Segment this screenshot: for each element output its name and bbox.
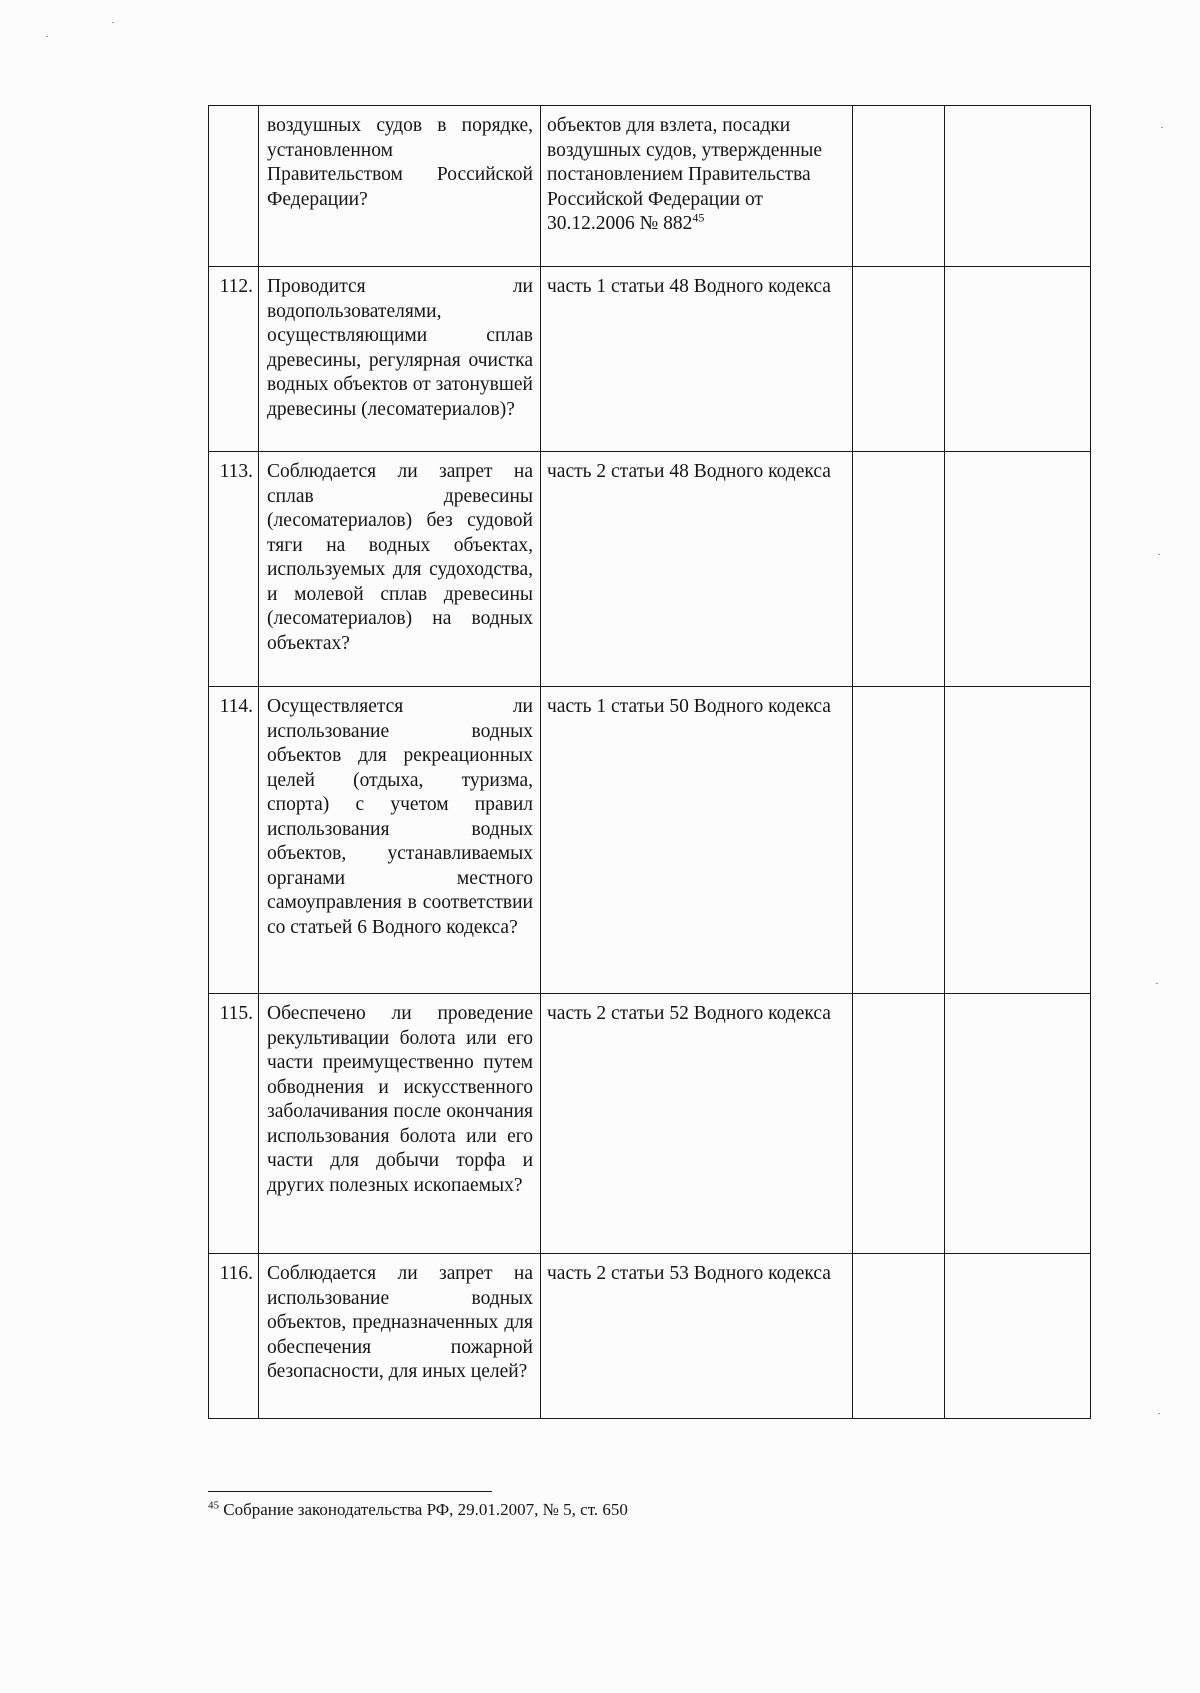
empty-cell [945, 452, 1091, 687]
footnote [208, 1500, 628, 1520]
row-number [209, 106, 259, 267]
checklist-table [208, 105, 1091, 1419]
footnote-divider [208, 1491, 492, 1492]
table-row [209, 1254, 1091, 1419]
reference-text: объектов для взлета, посадки воздушных судов, утвержденные постановлением Правительства Российской Федерации от 30.12.2006 № 882 [547, 115, 823, 234]
row-number: 114. [209, 687, 259, 994]
reference-cell [541, 106, 853, 267]
empty-cell [945, 687, 1091, 994]
empty-cell [853, 106, 945, 267]
question-cell: Проводится ли водопользователями, осуществляющими сплав древесины, регулярная очистка водных объектов от затонувшей древесины (лесоматериалов)? [259, 267, 541, 452]
table-row [209, 267, 1091, 452]
reference-cell: часть 2 статьи 53 Водного кодекса [541, 1254, 853, 1419]
empty-cell [945, 1254, 1091, 1419]
question-cell: воздушных судов в порядке, установленном Правительством Российской Федерации? [259, 106, 541, 267]
empty-cell [853, 1254, 945, 1419]
question-cell: Соблюдается ли запрет на сплав древесины (лесоматериалов) без судовой тяги на водных объектах, используемых для судоходства, и молевой сплав древесины (лесоматериалов) на водных объектах? [259, 452, 541, 687]
question-cell: Соблюдается ли запрет на использование водных объектов, предназначенных для обеспечения пожарной безопасности, для иных целей? [259, 1254, 541, 1419]
row-number: 113. [209, 452, 259, 687]
footnote-mark: 45 [692, 210, 705, 225]
empty-cell [945, 106, 1091, 267]
empty-cell [945, 267, 1091, 452]
scan-speck [112, 22, 114, 23]
question-cell: Осуществляется ли использование водных объектов для рекреационных целей (отдыха, туризма, спорта) с учетом правил использования водных объектов, устанавливаемых органами местного самоуправления в соответствии со статьей 6 Водного кодекса? [259, 687, 541, 994]
empty-cell [853, 994, 945, 1254]
reference-cell: часть 2 статьи 48 Водного кодекса [541, 452, 853, 687]
table-row [209, 994, 1091, 1254]
empty-cell [945, 994, 1091, 1254]
reference-cell: часть 1 статьи 50 Водного кодекса [541, 687, 853, 994]
table-row [209, 106, 1091, 267]
reference-cell: часть 2 статьи 52 Водного кодекса [541, 994, 853, 1254]
row-number: 115. [209, 994, 259, 1254]
scan-speck [46, 36, 48, 37]
table-row [209, 452, 1091, 687]
scan-speck [1156, 983, 1158, 984]
reference-cell: часть 1 статьи 48 Водного кодекса [541, 267, 853, 452]
footnote-number: 45 [208, 1499, 219, 1512]
empty-cell [853, 452, 945, 687]
question-cell: Обеспечено ли проведение рекультивации болота или его части преимущественно путем обводнения и искусственного заболачивания после окончания использования болота или его части для добычи торфа и других полезных ископаемых? [259, 994, 541, 1254]
footnote-text: Собрание законодательства РФ, 29.01.2007, № 5, ст. 650 [219, 1500, 628, 1519]
empty-cell [853, 267, 945, 452]
row-number: 112. [209, 267, 259, 452]
scan-speck [1158, 1413, 1160, 1414]
scan-speck [1158, 554, 1160, 555]
table-row [209, 687, 1091, 994]
scan-speck [1161, 127, 1163, 128]
row-number: 116. [209, 1254, 259, 1419]
empty-cell [853, 687, 945, 994]
